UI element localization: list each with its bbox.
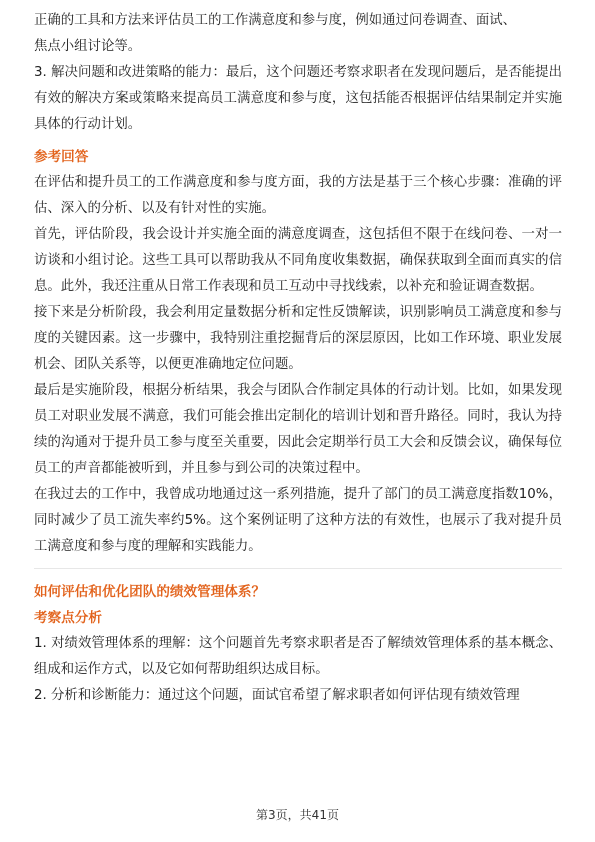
question-title: 如何评估和优化团队的绩效管理体系？ <box>34 584 266 600</box>
answer-paragraph-5: 在我过去的工作中，我曾成功地通过这一系列措施，提升了部门的员工满意度指数10%，同时减少了员工流失率约5%。这个案例证明了这种方法的有效性，也展示了我对提升员工满意度和参与度的理解和实践能力。 <box>34 487 562 554</box>
intro-p1-line1: 正确的工具和方法来评估员工的工作满意度和参与度，例如通过问卷调查、面试、 <box>34 13 517 28</box>
answer-paragraph-4: 最后是实施阶段，根据分析结果，我会与团队合作制定具体的行动计划。比如，如果发现员工对职业发展不满意，我们可能会推出定制化的培训计划和晋升路径。同时，我认为持续的沟通对于提升员工参与度至关重要，因此会定期举行员工大会和反馈会议，确保每位员工的声音都能被听到，并且参与到公司的决策过程中。 <box>34 383 562 476</box>
intro-paragraph-2: 3. 解决问题和改进策略的能力：最后，这个问题还考察求职者在发现问题后，是否能提出有效的解决方案或策略来提高员工满意度和参与度，这包括能否根据评估结果制定并实施具体的行动计划。 <box>34 65 562 132</box>
answer-paragraph-2: 首先，评估阶段，我会设计并实施全面的满意度调查，这包括但不限于在线问卷、一对一访谈和小组讨论。这些工具可以帮助我从不同角度收集数据，确保获取到全面而真实的信息。此外，我还注重从日常工作表现和员工互动中寻找线索，以补充和验证调查数据。 <box>34 227 562 294</box>
section-divider <box>34 568 562 569</box>
analysis-point-2: 2. 分析和诊断能力：通过这个问题，面试官希望了解求职者如何评估现有绩效管理 <box>34 688 520 703</box>
page-content <box>34 8 562 709</box>
intro-paragraph-1 <box>34 8 562 60</box>
page-footer: 第3页，共41页 <box>256 808 339 822</box>
reference-answer-heading: 参考回答 <box>34 149 89 165</box>
answer-paragraph-3: 接下来是分析阶段，我会利用定量数据分析和定性反馈解读，识别影响员工满意度和参与度的关键因素。这一步骤中，我特别注重挖掘背后的深层原因，比如工作环境、职业发展机会、团队关系等，以便更准确地定位问题。 <box>34 305 562 372</box>
intro-p1-line2: 焦点小组讨论等。 <box>34 39 142 54</box>
analysis-heading: 考察点分析 <box>34 610 102 626</box>
analysis-point-1: 1. 对绩效管理体系的理解：这个问题首先考察求职者是否了解绩效管理体系的基本概念、组成和运作方式，以及它如何帮助组织达成目标。 <box>34 636 562 677</box>
answer-paragraph-1: 在评估和提升员工的工作满意度和参与度方面，我的方法是基于三个核心步骤：准确的评估、深入的分析、以及有针对性的实施。 <box>34 175 562 216</box>
